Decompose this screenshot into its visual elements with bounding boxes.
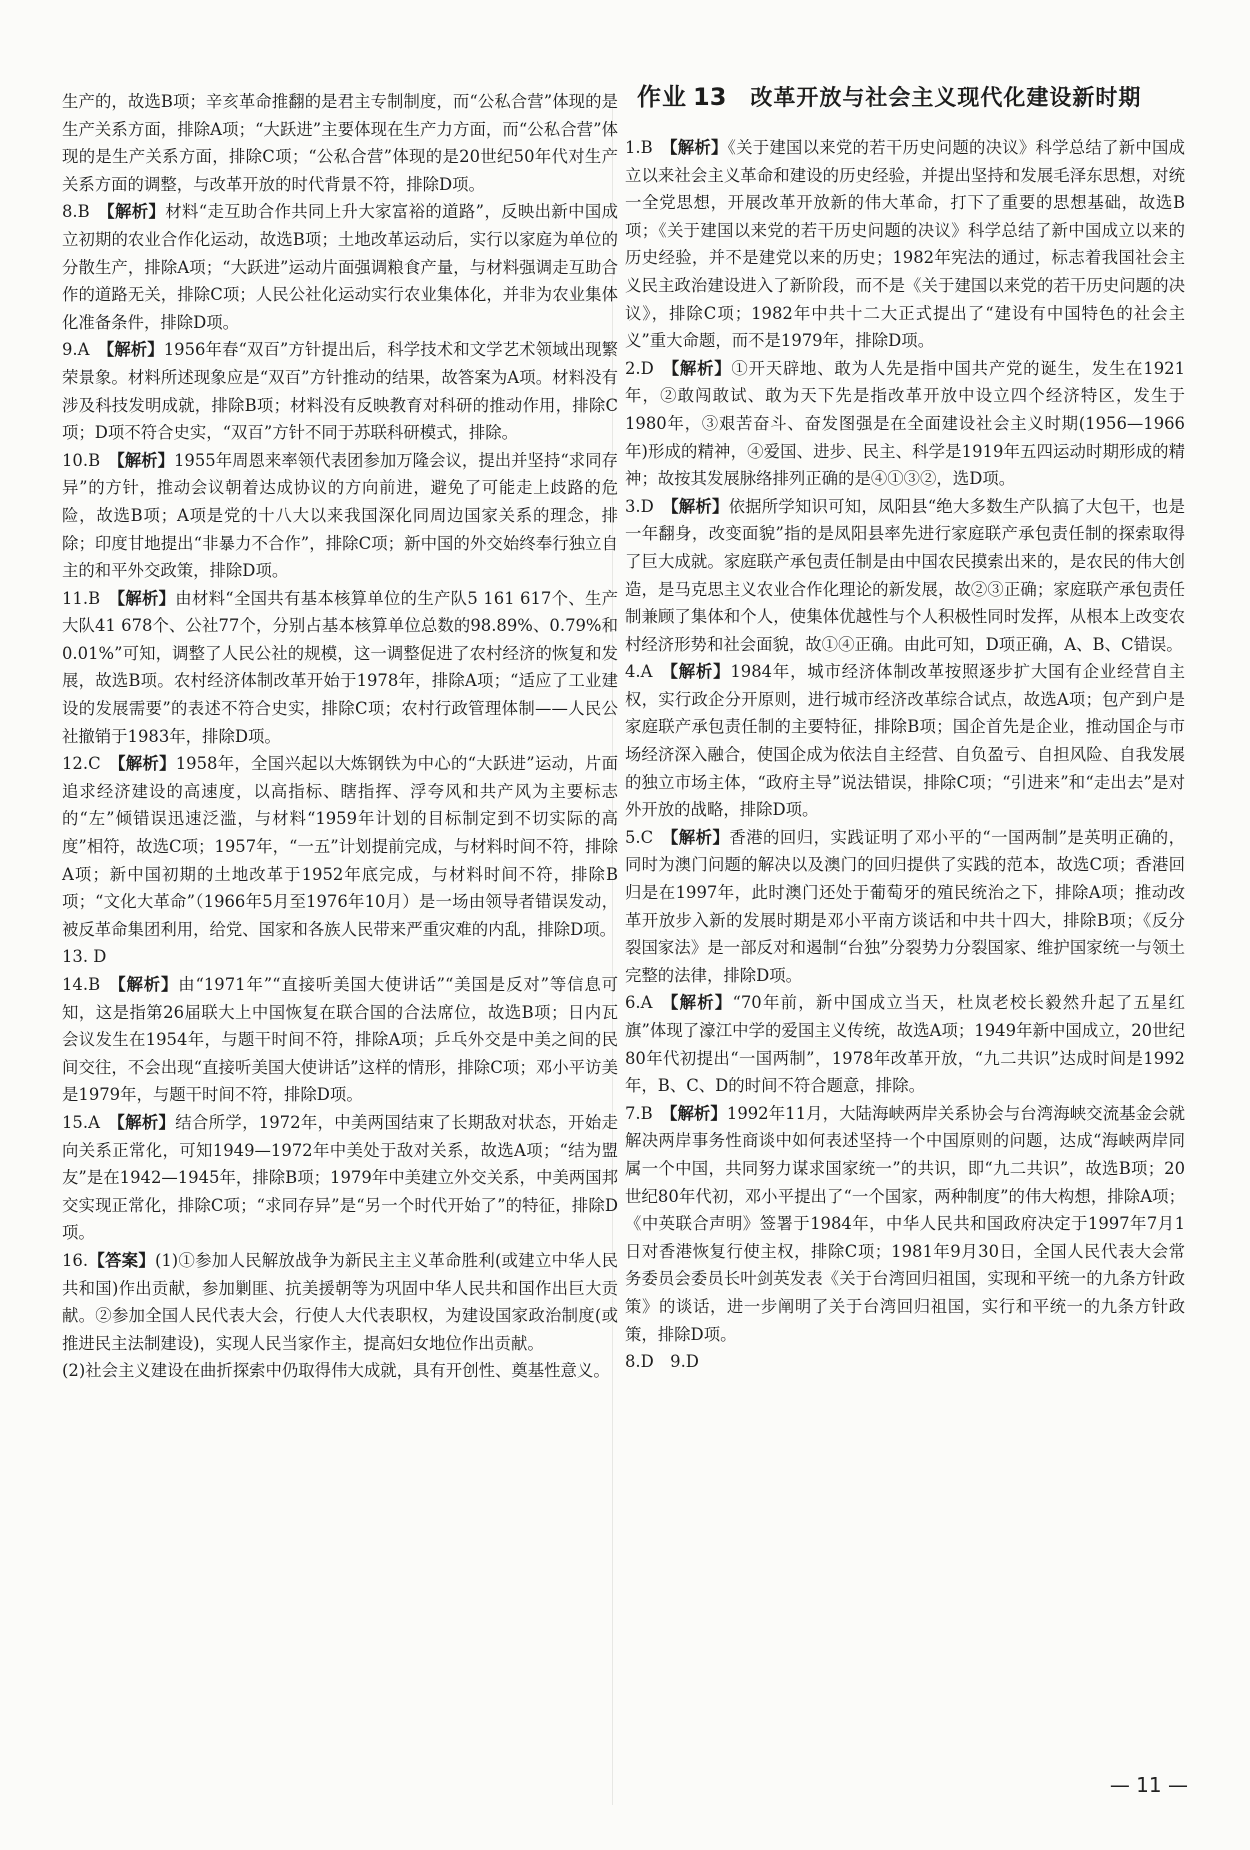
answer-text: 由“1971年”“直接听美国大使讲话”“美国是反对”等信息可知，这是指第26届联大上中国恢复在联合国的合法席位，故选B项；日内瓦会议发生在1954年，与题干时间不符，排除A项；乒乓外交是中美之间的民间交往，不会出现“直接听美国大使讲话”这样的情形，排除C项；邓小平访美是1979年，与题干时间不符，排除D项。 — [62, 975, 618, 1105]
analysis-tag: 【解析】 — [661, 496, 729, 516]
analysis-tag: 【解析】 — [660, 993, 733, 1013]
analysis-tag: 【解析】 — [661, 827, 730, 847]
heading-title: 改革开放与社会主义现代化建设新时期 — [750, 86, 1142, 111]
left-column — [62, 88, 618, 1385]
answer-number: 8.D 9.D — [625, 1352, 699, 1372]
answer-item-13 — [62, 943, 618, 971]
analysis-tag: 【解析】 — [108, 450, 174, 470]
analysis-tag: 【解析】 — [108, 588, 176, 608]
answer-item-14 — [62, 971, 618, 1109]
answer-text: 结合所学，1972年，中美两国结束了长期敌对状态，开始走向关系正常化，可知1949—1972年中美处于敌对关系，故选A项；“结为盟友”是在1942—1945年，排除B项；1979年中美建立外交关系，中美两国邦交实现正常化，排除C项；“求同存异”是“另一个时代开始了”的特征，排除D项。 — [62, 1112, 618, 1243]
answer-item-8 — [62, 198, 618, 336]
answer-item-16-part-2: (2)社会主义建设在曲折探索中仍取得伟大成就，具有开创性、奠基性意义。 — [62, 1361, 610, 1381]
answer-text: 1958年，全国兴起以大炼钢铁为中心的“大跃进”运动，片面追求经济建设的高速度，以高指标、瞎指挥、浮夸风和共产风为主要标志的“左”倾错误迅速泛滥，与材料“1959年计划的目标制定到不切实际的高度”相符，故选C项；1957年，“一五”计划提前完成，与材料时间不符，排除A项；新中国初期的土地改革于1952年底完成，与材料时间不符，排除B项；“文化大革命”（1966年5月至1976年10月）是一场由领导者错误发动，被反革命集团利用，给党、国家和各族人民带来严重灾难的内乱，排除D项。 — [62, 754, 618, 939]
heading-word: 作业 — [637, 83, 687, 111]
answer-text: ①开天辟地、敢为人先是指中国共产党的诞生，发生在1921年，②敢闯敢试、敢为天下先是指改革开放中设立四个经济特区，发生于1980年，③艰苦奋斗、奋发图强是在全面建设社会主义时期(1956—1966年)形成的精神，④爱国、进步、民主、科学是1919年五四运动时期形成的精神；故按其发展脉络排列正确的是④①③②，选D项。 — [625, 358, 1185, 489]
answer-text: (1)①参加人民解放战争为新民主主义革命胜利(或建立中华人民共和国)作出贡献，参加剿匪、抗美援朝等为巩固中华人民共和国作出巨大贡献。②参加全国人民代表大会，行使人大代表职权，为建设国家政治制度(或推进民主法制建设)，实现人民当家作主，提高妇女地位作出贡献。 — [62, 1250, 618, 1353]
page-number: — 11 — — [1109, 1773, 1188, 1797]
answer-text: 依据所学知识可知，凤阳县“绝大多数生产队搞了大包干，也是一年翻身，改变面貌”指的是凤阳县率先进行家庭联产承包责任制的探索取得了巨大成就。家庭联产承包责任制是由中国农民摸索出来的，是农民的伟大创造，是马克思主义农业合作化理论的新发展，故②③正确；家庭联产承包责任制兼顾了集体和个人，使集体优越性与个人积极性同时发挥，从根本上改变农村经济形势和社会面貌，故①④正确。由此可知，D项正确，A、B、C错误。 — [625, 496, 1186, 654]
answer-items-8-9 — [625, 1348, 1185, 1376]
answer-item-2 — [625, 355, 1185, 493]
answer-item-4 — [625, 658, 1185, 824]
analysis-tag: 【解析】 — [97, 340, 164, 360]
answer-tag: 【答案】 — [88, 1250, 155, 1270]
answer-item-1 — [625, 134, 1185, 355]
answer-number: 1.B — [625, 138, 653, 157]
answer-number: 10.B — [62, 450, 101, 470]
section-heading — [637, 84, 1185, 128]
answer-item-7 — [625, 1100, 1185, 1348]
analysis-tag: 【解析】 — [660, 662, 731, 682]
answer-text: 《关于建国以来党的若干历史问题的决议》科学总结了新中国成立以来社会主义革命和建设的历史经验，并提出坚持和发展毛泽东思想，对统一全党思想，开展改革开放新的伟大革命，打下了重要的思想基础，故选B项；《关于建国以来党的若干历史问题的决议》科学总结了新中国成立以来的历史经验，并不是建党以来的历史；1982年宪法的通过，标志着我国社会主义民主政治建设进入了新阶段，而不是《关于建国以来党的若干历史问题的决议》，排除C项；1982年中共十二大正式提出了“建设有中国特色的社会主义”重大命题，而不是1979年，排除D项。 — [625, 138, 1185, 351]
answer-number: 8.B — [62, 202, 90, 222]
answer-item-6 — [625, 989, 1185, 1099]
answer-number: 3.D — [625, 496, 654, 516]
answer-item-11 — [62, 585, 618, 751]
answer-number: 9.A — [62, 340, 90, 360]
answer-item-16 — [62, 1247, 618, 1357]
answer-text: 1992年11月，大陆海峡两岸关系协会与台湾海峡交流基金会就解决两岸事务性商谈中如何表述坚持一个中国原则的问题，达成“海峡两岸同属一个中国，共同努力谋求国家统一”的共识，即“九二共识”，故选B项；20世纪80年代初，邓小平提出了“一个国家，两种制度”的伟大构想，排除A项；《中英联合声明》签署于1984年，中华人民共和国政府决定于1997年7月1日对香港恢复行使主权，排除C项；1981年9月30日，全国人民代表大会常务委员会委员长叶剑英发表《关于台湾回归祖国，实现和平统一的九条方针政策》的谈话，进一步阐明了关于台湾回归祖国，实行和平统一的九条方针政策，排除D项。 — [625, 1103, 1185, 1344]
answer-number: 7.B — [625, 1103, 653, 1123]
answer-number: 12.C — [62, 754, 101, 774]
answer-item-5 — [625, 824, 1185, 990]
analysis-tag: 【解析】 — [108, 1112, 176, 1132]
continued-explanation: 生产的，故选B项；辛亥革命推翻的是君主专制制度，而“公私合营”体现的是生产关系方面，排除A项；“大跃进”主要体现在生产力方面，而“公私合营”体现的是生产关系方面，排除C项；“公私合营”体现的是20世纪50年代对生产关系方面的调整，与改革开放的时代背景不符，排除D项。 — [62, 92, 618, 194]
analysis-tag: 【解析】 — [97, 202, 166, 222]
answer-number: 2.D — [625, 358, 654, 378]
answer-item-9 — [62, 336, 618, 446]
answer-text: 1984年，城市经济体制改革按照逐步扩大国有企业经营自主权，实行政企分开原则，进行城市经济改革综合试点，故选A项；包产到户是家庭联产承包责任制的主要特征，排除B项；国企首先是企业，推动国企与市场经济深入融合，使国企成为依法自主经营、自负盈亏、自担风险、自我发展的独立市场主体，“政府主导”说法错误，排除C项；“引进来”和“走出去”是对外开放的战略，排除D项。 — [625, 662, 1186, 820]
answer-item-15 — [62, 1109, 618, 1247]
answer-text: 材料“走互助合作共同上升大家富裕的道路”，反映出新中国成立初期的农业合作化运动，故选B项；土地改革运动后，实行以家庭为单位的分散生产，排除A项；“大跃进”运动片面强调粮食产量，与材料强调走互助合作的道路无关，排除C项；人民公社化运动实行农业集体化，并非为农业集体化准备条件，排除D项。 — [62, 202, 619, 332]
answer-text: 香港的回归，实践证明了邓小平的“一国两制”是英明正确的，同时为澳门问题的解决以及澳门的回归提供了实践的范本，故选C项；香港回归是在1997年，此时澳门还处于葡萄牙的殖民统治之下，排除A项；推动改革开放步入新的发展时期是邓小平南方谈话和中共十四大，排除B项；《反分裂国家法》是一部反对和遏制“台独”分裂势力分裂国家、维护国家统一与领土完整的法律，排除D项。 — [625, 827, 1186, 985]
answer-text: “70年前，新中国成立当天，杜岚老校长毅然升起了五星红旗”体现了濠江中学的爱国主义传统，故选A项；1949年新中国成立，20世纪80年代初提出“一国两制”，1978年改革开放，“九二共识”达成时间是1992年，B、C、D的时间不符合题意，排除。 — [625, 993, 1186, 1096]
answer-number: 15.A — [62, 1112, 100, 1132]
answer-text: 1955年周恩来率领代表团参加万隆会议，提出并坚持“求同存异”的方针，推动会议朝着达成协议的方向前进，避免了可能走上歧路的危险，故选B项；A项是党的十八大以来我国深化同周边国家关系的理念，排除；印度甘地提出“非暴力不合作”，排除C项；新中国的外交始终奉行独立自主的和平外交政策，排除D项。 — [62, 450, 618, 581]
answer-number: 13. D — [62, 947, 107, 967]
answer-number: 6.A — [625, 993, 653, 1013]
analysis-tag: 【解析】 — [660, 138, 728, 157]
analysis-tag: 【解析】 — [108, 754, 176, 774]
analysis-tag: 【解析】 — [660, 1103, 727, 1123]
answer-number: 5.C — [625, 827, 654, 847]
analysis-tag: 【解析】 — [108, 975, 179, 994]
answer-number: 4.A — [625, 662, 653, 682]
answer-item-12 — [62, 750, 618, 943]
analysis-tag: 【解析】 — [661, 358, 732, 378]
answer-item-10 — [62, 447, 618, 585]
answer-text: 1956年春“双百”方针提出后，科学技术和文学艺术领域出现繁荣景象。材料所述现象应是“双百”方针推动的结果，故答案为A项。材料没有涉及科技发明成就，排除B项；材料没有反映教育对科研的推动作用，排除C项；D项不符合史实，“双百”方针不同于苏联科研模式，排除。 — [62, 340, 618, 443]
heading-number: 13 — [693, 83, 727, 111]
answer-text: 由材料“全国共有基本核算单位的生产队5 161 617个、生产大队41 678个、公社77个，分别占基本核算单位总数的98.89%、0.79%和0.01%”可知，调整了人民公社的规模，这一调整促进了农村经济的恢复和发展，故选B项。农村经济体制改革开始于1978年，排除A项；“适应了工业建设的发展需要”的表述不符合史实，排除C项；农村行政管理体制——人民公社撤销于1983年，排除D项。 — [62, 588, 619, 746]
right-column — [625, 84, 1185, 1376]
answer-item-3 — [625, 493, 1185, 659]
answer-number: 16. — [62, 1250, 89, 1270]
answer-number: 14.B — [62, 975, 101, 994]
answer-number: 11.B — [62, 588, 101, 608]
